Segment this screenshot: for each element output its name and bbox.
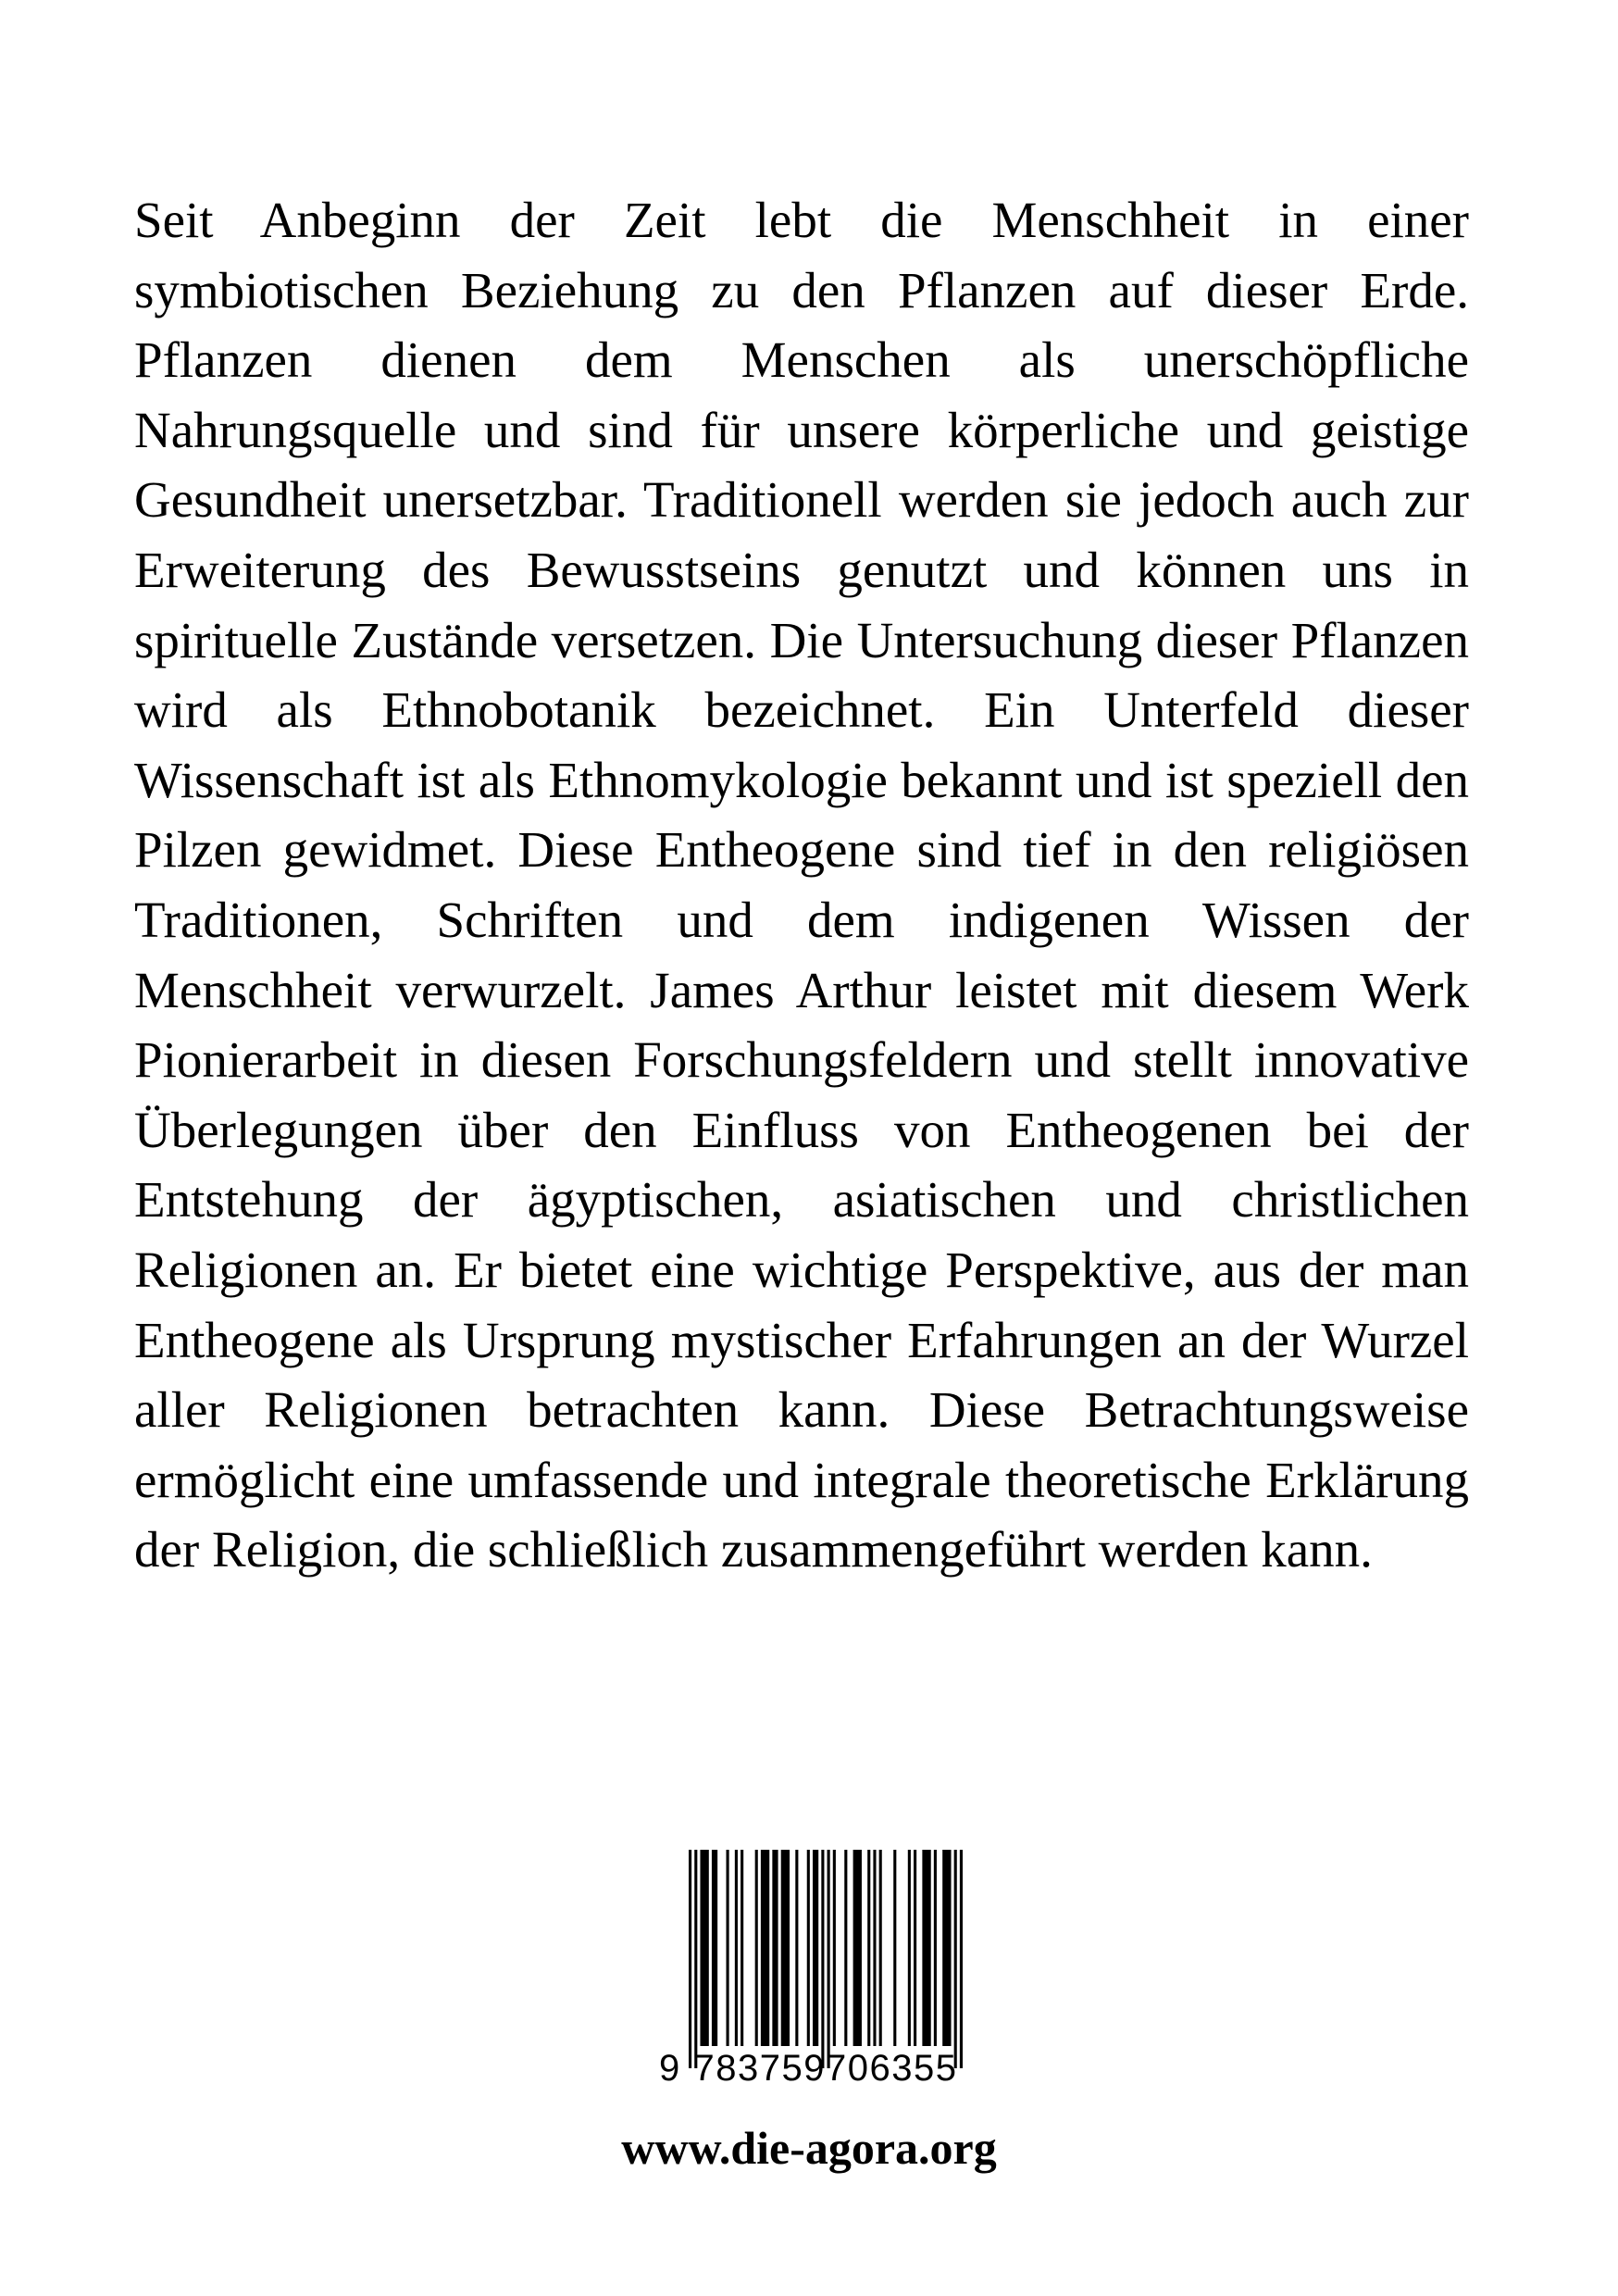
barcode-bar: [934, 1850, 937, 2046]
barcode-bar: [712, 1850, 717, 2046]
barcode-bar: [772, 1850, 778, 2046]
barcode-bar: [813, 1850, 818, 2046]
barcode-bar: [833, 1850, 836, 2046]
isbn-barcode: [659, 1850, 968, 2092]
barcode-bar: [761, 1850, 769, 2046]
barcode-bar: [755, 1850, 758, 2046]
isbn-number: [659, 2046, 968, 2090]
barcode-bar: [694, 1850, 697, 2068]
barcode-bar: [893, 1850, 896, 2046]
barcode-bar: [867, 1850, 870, 2046]
barcode-bar: [735, 1850, 738, 2046]
barcode-bar: [853, 1850, 862, 2046]
barcode-bar: [807, 1850, 810, 2046]
barcode-bar: [914, 1850, 916, 2046]
back-cover-blurb: Seit Anbeginn der Zeit lebt die Menschheit in einer symbiotischen Beziehung zu den Pflanzen auf dieser Erde. Pflanzen dienen dem Menschen als unerschöpfliche Nahrungsquelle und sind für unsere körperliche und geistige Gesundheit unersetzbar. Traditionell werden sie jedoch auch zur Erweiterung des Bewusstseins genutzt und können uns in spirituelle Zustände versetzen. Die Untersuchung dieser Pflanzen wird als Ethnobotanik bezeichnet. Ein Unterfeld dieser Wissenschaft ist als Ethnomykologie bekannt und ist speziell den Pilzen gewidmet. Diese Entheogene sind tief in den religiösen Traditionen, Schriften und dem indigenen Wissen der Menschheit verwurzelt. James Arthur leistet mit diesem Werk Pionierarbeit in diesen Forschungsfeldern und stellt innovative Überlegungen über den Einfluss von Entheogenen bei der Entstehung der ägyptischen, asiatischen und christlichen Religionen an. Er bietet eine wichtige Perspektive, aus der man Entheogene als Ursprung mystischer Erfahrungen an der Wurzel aller Religionen betrachten kann. Diese Betrachtungsweise ermöglicht eine umfassende und integrale theoretische Erklärung der Religion, die schließlich zusammengeführt werden kann.: [134, 192, 1469, 1578]
barcode-bar: [781, 1850, 790, 2046]
publisher-website: www.die-agora.org: [621, 2122, 997, 2174]
barcode-bar: [700, 1850, 708, 2046]
barcode-bar: [873, 1850, 876, 2046]
barcode-bar: [908, 1850, 911, 2046]
barcode-bar: [954, 1850, 957, 2068]
barcode-bar: [795, 1850, 798, 2046]
barcode-bar: [689, 1850, 691, 2068]
barcode-bar: [727, 1850, 729, 2046]
barcode-bar: [879, 1850, 882, 2046]
barcode-bar: [741, 1850, 743, 2046]
barcode-bar: [960, 1850, 963, 2068]
barcode-bar: [922, 1850, 930, 2046]
barcode-bar: [821, 1850, 824, 2068]
barcode-bar: [844, 1850, 847, 2046]
isbn-lead-digit: 9: [659, 2048, 681, 2089]
barcode-bar: [942, 1850, 951, 2046]
isbn-digits: 783759706355: [693, 2048, 958, 2089]
barcode-bar: [828, 1850, 830, 2068]
